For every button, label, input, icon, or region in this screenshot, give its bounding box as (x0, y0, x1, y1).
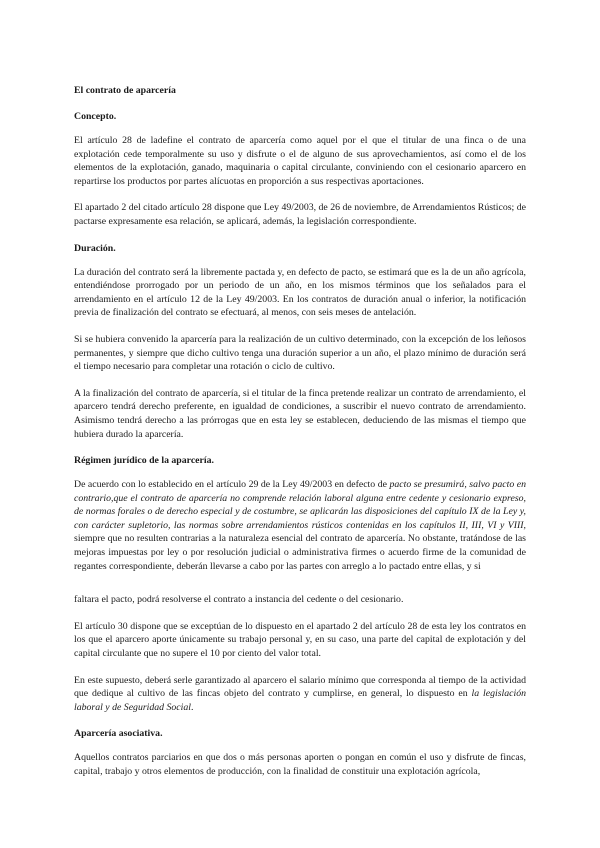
section-heading-asociativa: Aparcería asociativa. (74, 728, 163, 740)
regimen-paragraph-2: faltara el pacto, podrá resolverse el contrato a instancia del cedente o del cesionario. (74, 594, 404, 606)
section-heading-concepto: Concepto. (74, 111, 117, 122)
section-heading-regimen: Régimen jurídico de la aparcería. (74, 455, 214, 467)
regimen-paragraph-1 (74, 478, 526, 573)
concepto-paragraph-1: El artículo 28 de ladefine el contrato de aparcería como aquel por el que el titular de una finca o de una explotación cede temporalmente su uso y disfrute o el de alguno de sus aprovechamientos, así como el de los elementos de la explotación, ganado, maquinaria o capital circulante, conviniendo con el cesionario aparcero en repartirse los productos por partes alícuotas en proporción a sus respectivas aportaciones. (74, 135, 526, 187)
regimen-p4-text-a: En este supuesto, deberá serle garantizado al aparcero el salario mínimo que corresponda al tiempo de la actividad que dedique al cultivo de las fincas objeto del contrato y cumplirse, en general, lo dispuesto en (74, 674, 526, 700)
regimen-p4-italic: la legislación laboral y de Seguridad Social (74, 688, 527, 713)
concepto-paragraph-2: El apartado 2 del citado artículo 28 dispone que Ley 49/2003, de 26 de noviembre, de Arrendamientos Rústicos; de pactarse expresamente esa relación, se aplicará, además, la legislación correspondiente. (74, 202, 526, 227)
regimen-p4-text-c: . (191, 701, 194, 713)
regimen-paragraph-3: El artículo 30 dispone que se exceptúan de lo dispuesto en el apartado 2 del artículo 28 de esta ley los contratos en los que el aparcero aporte únicamente su trabajo personal y, en su caso, una parte del capital de explotación y del capital circulante que no supere el 10 por ciento del valor total. (74, 620, 526, 660)
regimen-paragraph-4 (74, 674, 526, 715)
duracion-paragraph-1: La duración del contrato será la libremente pactada y, en defecto de pacto, se estimará que es la de un año agrícola, entendiéndose prorrogado por un periodo de un año, en los mismos términos que los señalados para el arrendamiento en el artículo 12 de la Ley 49/2003. En los contratos de duración anual o inferior, la notificación previa de finalización del contrato se efectuará, al menos, con seis meses de antelación. (74, 266, 526, 319)
section-heading-duracion: Duración. (74, 242, 116, 254)
regimen-p1-text-a: De acuerdo con lo establecido en el artículo 29 de la Ley 49/2003 en defecto de (74, 479, 390, 491)
duracion-paragraph-2: Si se hubiera convenido la aparcería para la realización de un cultivo determinado, con la excepción de los leñosos permanentes, y siempre que dicho cultivo tenga una duración superior a un año, el plazo mínimo de duración será el tiempo necesario para completar una rotación o ciclo de cultivo. (74, 333, 526, 373)
regimen-p1-italic: pacto se presumirá, salvo pacto en contrario,que el contrato de aparcería no comprende relación laboral alguna entre cedente y cesionario expreso, de normas forales o de derecho especial y de costumbre, se aplicarán las disposiciones del capítulo IX de la Ley y, con carácter supletorio, las normas sobre arrendamientos rústicos contenidas en los capítulos II, III, VI y VIII, (74, 479, 526, 531)
regimen-p1-text-c: siempre que no resulten contrarias a la naturaleza esencial del contrato de aparcería. No obstante, tratándose de las mejoras impuestas por ley o por resolución judicial o administrativa firmes o acuerdo firme de la comunidad de regantes correspondiente, deberán llevarse a cabo por las partes con arreglo a lo pactado entre ellas, y si (74, 533, 526, 572)
asociativa-paragraph-1: Aquellos contratos parciarios en que dos o más personas aporten o pongan en común el uso y disfrute de fincas, capital, trabajo y otros elementos de producción, con la finalidad de constituir una explotación agrícola, (74, 752, 526, 777)
duracion-paragraph-3: A la finalización del contrato de aparcería, si el titular de la finca pretende realizar un contrato de arrendamiento, el aparcero tendrá derecho preferente, en igualdad de condiciones, a suscribir el nuevo contrato de arrendamiento. Asimismo tendrá derecho a las prórrogas que en esta ley se establecen, deduciendo de las mismas el tiempo que hubiera durado la aparcería. (74, 387, 526, 440)
document-title: El contrato de aparcería (74, 85, 176, 96)
